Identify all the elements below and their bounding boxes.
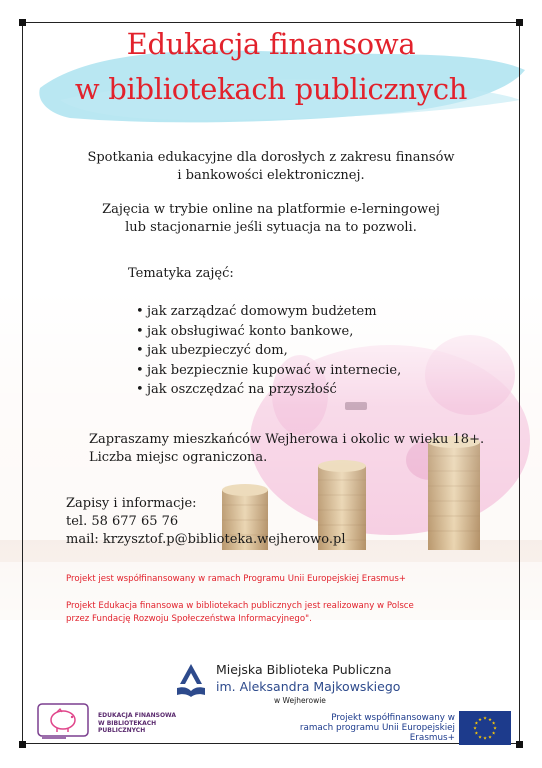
frame-corner <box>516 19 523 26</box>
list-item <box>136 380 401 400</box>
eu-star-icon: ★ <box>492 726 498 732</box>
eu-star-icon: ★ <box>477 735 483 741</box>
eu-star-icon: ★ <box>474 721 479 727</box>
project-logo-line: EDUKACJA FINANSOWA <box>98 712 177 719</box>
intro-line-1: Spotkania edukacyjne dla dorosłych z zakresu finansów <box>87 150 455 165</box>
eu-text-line: ramach programu Unii Europejskiej <box>299 723 455 733</box>
list-item-text: jak ubezpieczyć dom, <box>147 343 288 358</box>
eu-text-line: Projekt współfinansowany w <box>331 713 455 723</box>
eu-star-icon: ★ <box>491 731 496 737</box>
bullet: • <box>136 323 144 339</box>
invite-line-2: Liczba miejsc ograniczona. <box>89 450 268 465</box>
title-line-2: w bibliotekach publicznych <box>74 72 468 106</box>
library-patron: im. Aleksandra Majkowskiego <box>216 679 401 694</box>
eu-star-icon: ★ <box>487 735 493 741</box>
list-item-text: jak oszczędzać na przyszłość <box>147 382 337 397</box>
project-logo-line: PUBLICZNYCH <box>98 727 146 734</box>
contact-email: mail: krzysztof.p@biblioteka.wejherowo.pl <box>66 532 346 547</box>
frame-corner <box>19 741 26 748</box>
library-logo-icon <box>176 662 206 698</box>
project-note-line-1: Projekt Edukacja finansowa w bibliotekach publicznych jest realizowany w Polsce <box>66 601 414 611</box>
intro-line-4: lub stacjonarnie jeśli sytuacja na to pozwoli. <box>125 220 417 235</box>
eu-star-icon: ★ <box>491 721 496 727</box>
bullet: • <box>136 304 144 319</box>
list-item <box>136 361 401 381</box>
eu-star-icon: ★ <box>487 717 493 723</box>
frame-corner <box>516 741 523 748</box>
library-name: Miejska Biblioteka Publiczna <box>216 662 392 677</box>
project-logo-text <box>98 712 176 735</box>
eu-star-icon: ★ <box>477 717 483 723</box>
invite-line-1: Zapraszamy mieszkańców Wejherowa i okolic w wieku 18+. <box>89 432 485 447</box>
bullet: • <box>136 362 144 378</box>
project-piggy-logo-icon <box>36 700 92 742</box>
list-item-text: jak obsługiwać konto bankowe, <box>147 323 354 339</box>
project-note-line-2: przez Fundację Rozwoju Społeczeństwa Informacyjnego". <box>66 614 312 624</box>
eu-star-icon: ★ <box>482 716 488 722</box>
intro-line-2: i bankowości elektronicznej. <box>177 168 365 183</box>
eu-funding-text <box>297 713 455 743</box>
bullet: • <box>136 343 144 358</box>
erasmus-note: Projekt jest współfinansowany w ramach Programu Unii Europejskiej Erasmus+ <box>66 574 407 584</box>
topics-list <box>136 302 401 400</box>
list-item-text: jak zarządzać domowym budżetem <box>147 304 377 319</box>
list-item-text: jak bezpiecznie kupować w internecie, <box>147 362 402 378</box>
list-item <box>136 322 401 342</box>
frame-corner <box>19 19 26 26</box>
bullet: • <box>136 382 144 397</box>
eu-star-icon: ★ <box>482 736 488 742</box>
list-item <box>136 341 401 361</box>
eu-star-icon: ★ <box>472 726 478 732</box>
eu-text-line: Erasmus+ <box>409 733 455 743</box>
contact-phone: tel. 58 677 65 76 <box>66 514 179 529</box>
library-city: w Wejherowie <box>274 696 326 705</box>
project-logo-line: W BIBLIOTEKACH <box>98 719 157 727</box>
eu-star-icon: ★ <box>474 731 479 737</box>
contact-heading: Zapisy i informacje: <box>66 496 197 511</box>
intro-line-3: Zajęcia w trybie online na platformie e-lerningowej <box>102 202 440 217</box>
list-item <box>136 302 401 322</box>
title-line-1: Edukacja finansowa <box>126 27 416 61</box>
eu-flag-icon <box>459 711 511 745</box>
topics-heading: Tematyka zajęć: <box>128 266 234 281</box>
